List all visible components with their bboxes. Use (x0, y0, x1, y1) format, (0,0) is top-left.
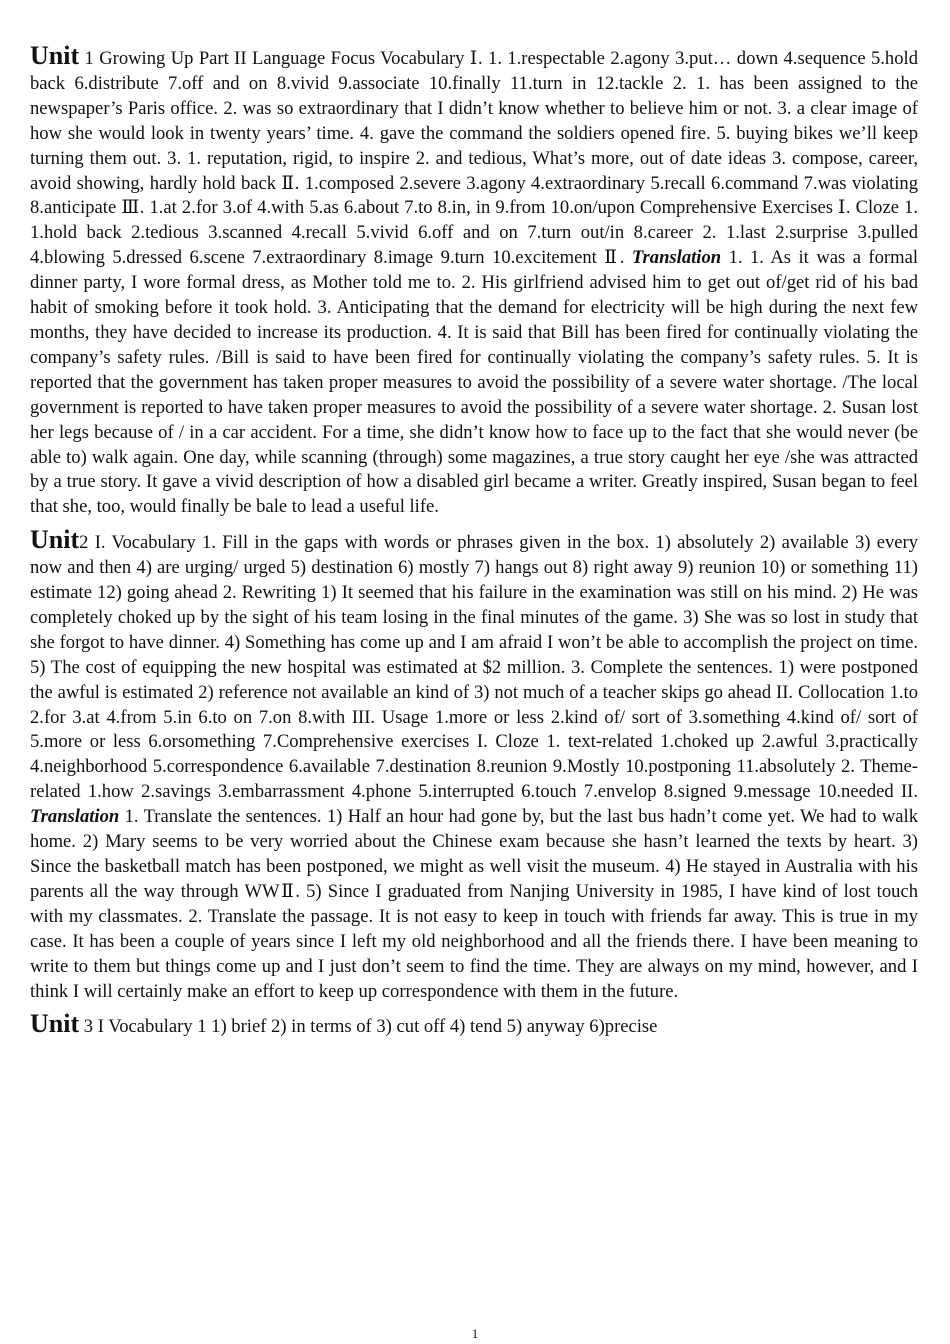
page-number: 1 (471, 1326, 479, 1341)
unit-2-section (30, 525, 918, 1004)
unit-2-translation-text: 1. Translate the sentences. 1) Half an hour had gone by, but the last bus hadn’t come yet. We had to walk home. 2) Mary seems to be very worried about the Chinese exam because she hasn’t learned the texts by heart. 3) Since the basketball match has been postponed, we might as well visit the museum. 4) He stayed in Australia with his parents all the way through WWⅡ. 5) Since I graduated from Nanjing University in 1985, I have kind of lost touch with my classmates. 2. Translate the passage. It is not easy to keep in touch with friends far away. This is true in my case. It has been a couple of years since I left my old neighborhood and all the friends there. I have been meaning to write to them but things come up and I just don’t seem to find the time. They are always on my mind, however, and I think I will certainly make an effort to keep up correspondence with them in the future. (30, 806, 918, 1002)
document-page (30, 41, 918, 1040)
unit-1-translation-label: Translation (631, 247, 722, 269)
unit-1-answers: 1 Growing Up Part II Language Focus Vocabulary Ⅰ. 1. 1.respectable 2.agony 3.put… down 4.sequence 5.hold back 6.distribute 7.off and on 8.vivid 9.associate 10.finally 11.turn in 12.tackle 2. 1. has been assigned to the newspaper’s Paris office. 2. was so extraordinary that I didn’t know whether to believe him or not. 3. a clear image of how she would look in twenty years’ time. 4. gave the command the soldiers opened fire. 5. buying bikes we’ll keep turning them out. 3. 1. reputation, rigid, to inspire 2. and tedious, What’s more, out of date ideas 3. compose, career, avoid showing, hardly hold back Ⅱ. 1.composed 2.severe 3.agony 4.extraordinary 5.recall 6.command 7.was violating 8.anticipate Ⅲ. 1.at 2.for 3.of 4.with 5.as 6.about 7.to 8.in, in 9.from 10.on/upon Comprehensive Exercises Ⅰ. Cloze 1. 1.hold back 2.tedious 3.scanned 4.recall 5.vivid 6.off and on 7.turn out/in 8.career 2. 1.last 2.surprise 3.pulled 4.blowing 5.dressed 6.scene 7.extraordinary 8.image 9.turn 10.excitement Ⅱ. (30, 48, 918, 269)
unit-3-answers: 3 I Vocabulary 1 1) brief 2) in terms of 3) cut off 4) tend 5) anyway 6)precise (79, 1016, 658, 1038)
unit-3-heading: Unit (30, 1009, 80, 1039)
unit-1-section (30, 41, 918, 520)
unit-2-answers: 2 I. Vocabulary 1. Fill in the gaps with words or phrases given in the box. 1) absolutely 2) available 3) every now and then 4) are urging/ urged 5) destination 6) mostly 7) hangs out 8) right away 9) reunion 10) or something 11) estimate 12) going ahead 2. Rewriting 1) It seemed that his failure in the examination was still on his mind. 2) He was completely choked up by the sight of his team losing in the final minutes of the game. 3) She was so lost in study that she forgot to have dinner. 4) Something has come up and I am afraid I won’t be able to accomplish the project on time. 5) The cost of equipping the new hospital was estimated at $2 million. 3. Complete the sentences. 1) were postponed the awful is estimated 2) reference not available an kind of 3) not much of a teacher skips go ahead II. Collocation 1.to 2.for 3.at 4.from 5.in 6.to on 7.on 8.with III. Usage 1.more or less 2.kind of/ sort of 3.something 4.kind of/ sort of 5.more or less 6.orsomething 7.Comprehensive exercises I. Cloze 1. text-related 1.choked up 2.awful 3.practically 4.neighborhood 5.correspondence 6.available 7.destination 8.reunion 9.Mostly 10.postponing 11.absolutely 2. Theme-related 1.how 2.savings 3.embarrassment 4.phone 5.interrupted 6.touch 7.envelop 8.signed 9.message 10.needed II. (30, 532, 918, 803)
unit-2-heading: Unit (30, 525, 80, 555)
unit-1-heading: Unit (30, 41, 80, 70)
unit-2-translation-label: Translation (30, 806, 120, 828)
unit-3-section (30, 1009, 918, 1040)
unit-1-translation-text: 1. 1. As it was a formal dinner party, I wore formal dress, as Mother told me to. 2. His girlfriend advised him to get out of/get rid of his bad habit of smoking before it took hold. 3. Anticipating that the demand for electricity will be high during the next few months, they have decided to increase its production. 4. It is said that Bill has been fired for continually violating the company’s safety rules. /Bill is said to have been fired for continually violating the company’s safety rules. 5. It is reported that the government has taken proper measures to avoid the possibility of a severe water shortage. /The local government is reported to have taken proper measures to avoid the possibility of a severe water shortage. 2. Susan lost her legs because of / in a car accident. For a time, she didn’t know how to face up to the fact that she would never (be able to) walk again. One day, while scanning (through) some magazines, a true story caught her eye /she was attracted by a true story. It gave a vivid description of how a disabled girl became a writer. Greatly inspired, Susan began to feel that she, too, would finally be bale to lead a useful life. (30, 247, 918, 518)
